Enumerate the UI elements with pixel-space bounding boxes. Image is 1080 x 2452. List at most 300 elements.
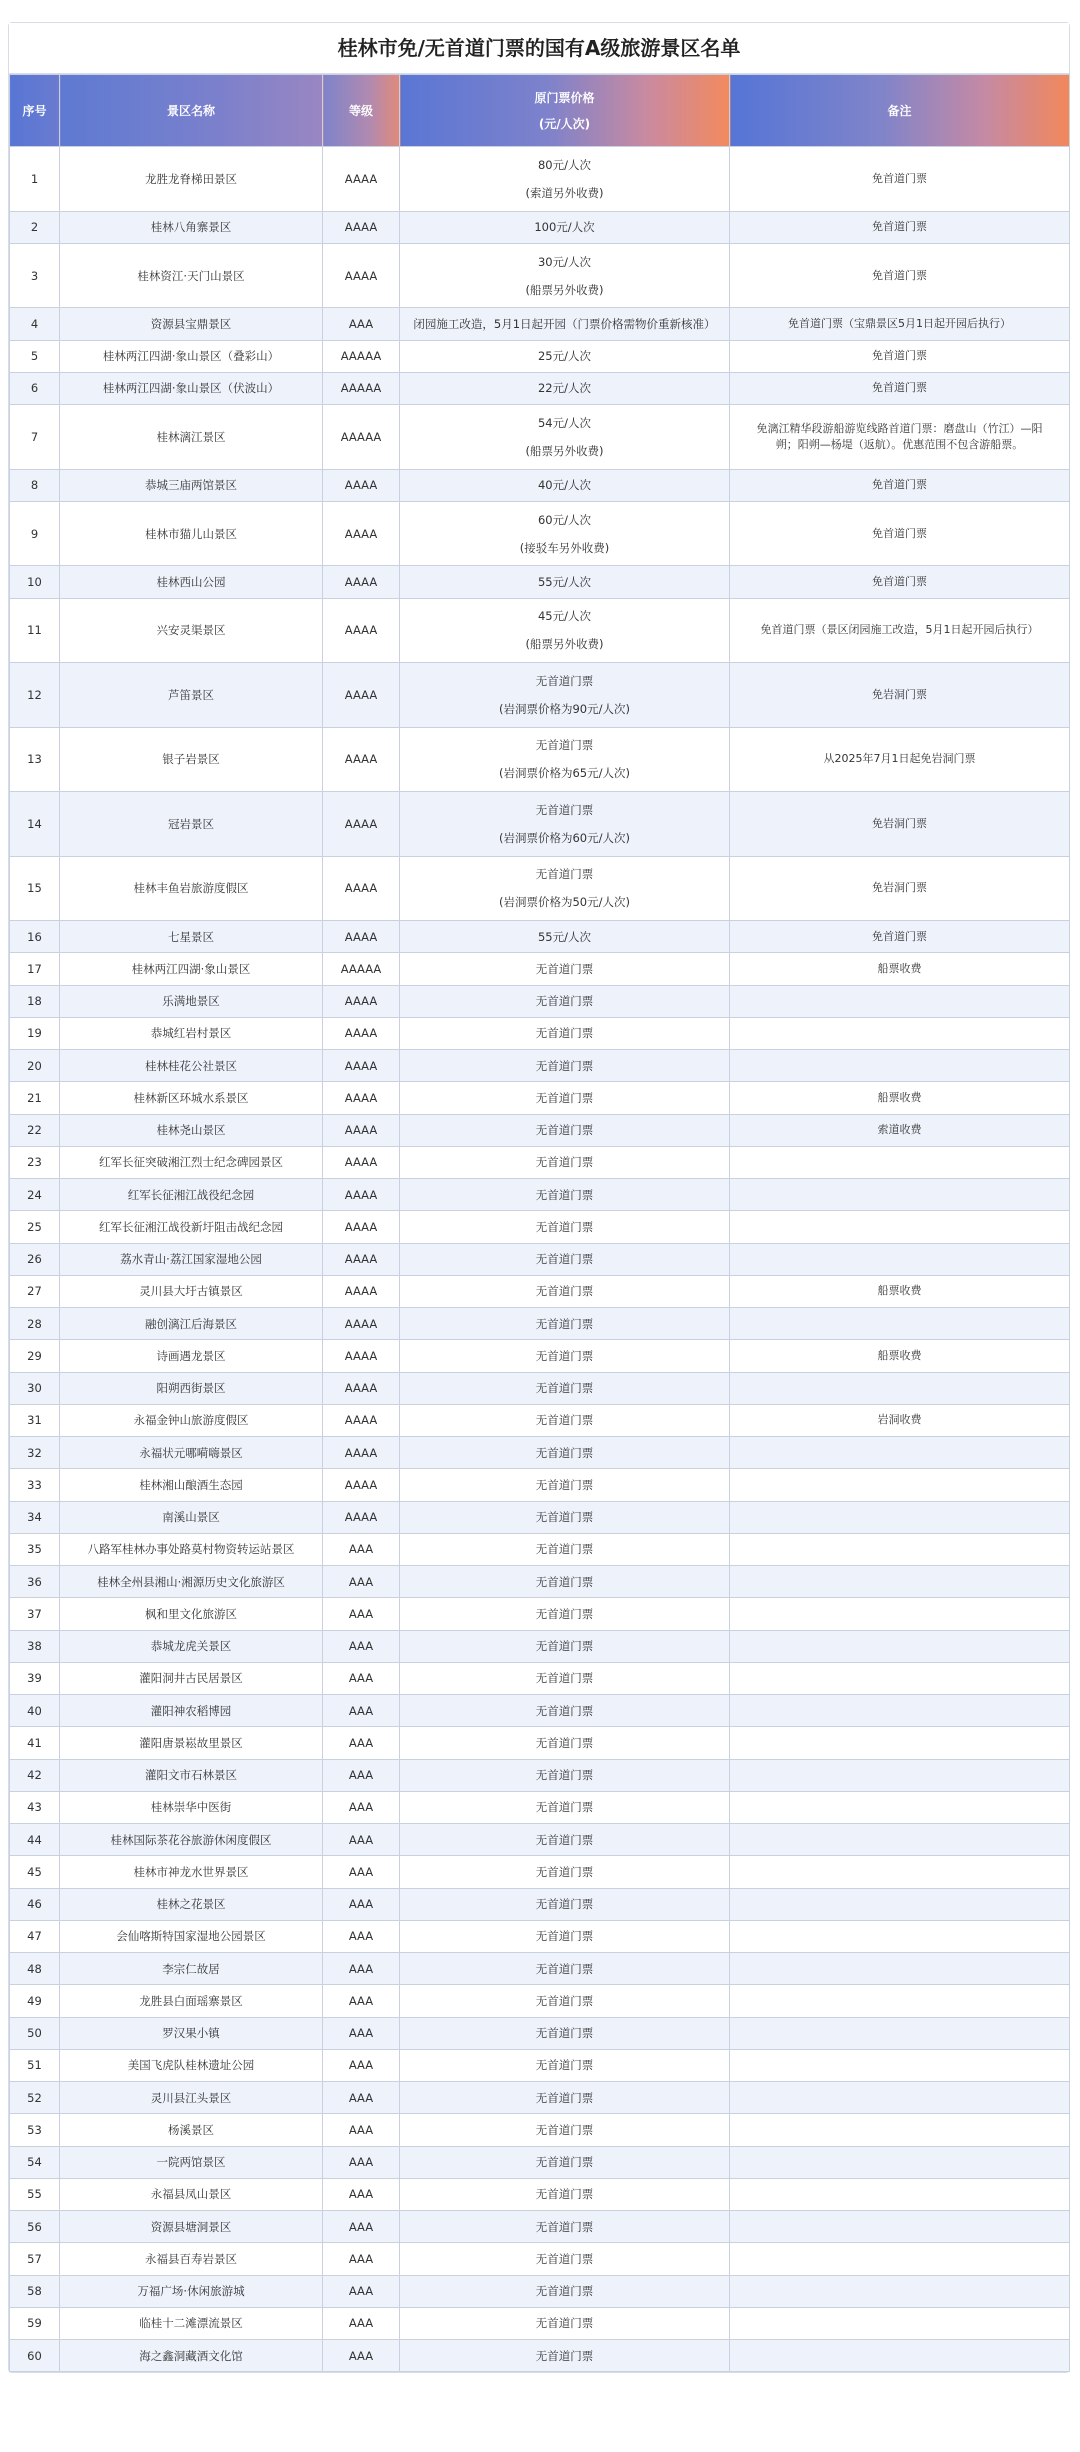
table-row bbox=[10, 1985, 1070, 2017]
column-header-price bbox=[400, 75, 730, 147]
price-line: 无首道门票 bbox=[535, 2316, 594, 2331]
scenic-spot-name: 南溪山景区 bbox=[60, 1501, 323, 1533]
remark bbox=[730, 372, 1070, 404]
remark bbox=[730, 1759, 1070, 1791]
price-line: 无首道门票 bbox=[535, 1155, 594, 1170]
row-number: 6 bbox=[10, 372, 60, 404]
table-row bbox=[10, 1791, 1070, 1823]
scenic-spot-name: 桂林两江四湖·象山景区 bbox=[60, 953, 323, 985]
price-note-line: (船票另外收费) bbox=[525, 637, 604, 652]
scenic-spot-name: 桂林两江四湖·象山景区（伏波山） bbox=[60, 372, 323, 404]
row-number: 31 bbox=[10, 1404, 60, 1436]
scenic-spot-grade: AAA bbox=[323, 1856, 400, 1888]
table-row bbox=[10, 953, 1070, 985]
table-row bbox=[10, 1243, 1070, 1275]
scenic-spot-grade: AAAAA bbox=[323, 372, 400, 404]
table-row bbox=[10, 243, 1070, 308]
scenic-spot-name: 美国飞虎队桂林遗址公园 bbox=[60, 2049, 323, 2081]
price-line: 80元/人次 bbox=[537, 157, 591, 172]
remark bbox=[730, 1211, 1070, 1243]
price-line: 无首道门票 bbox=[535, 961, 594, 976]
original-ticket-price bbox=[400, 1469, 730, 1501]
scenic-spot-name: 桂林湘山酿酒生态园 bbox=[60, 1469, 323, 1501]
price-note-line: (船票另外收费) bbox=[525, 443, 604, 458]
remark bbox=[730, 469, 1070, 501]
original-ticket-price bbox=[400, 501, 730, 566]
scenic-spot-name: 资源县塘洞景区 bbox=[60, 2211, 323, 2243]
price-line: 无首道门票 bbox=[535, 1381, 594, 1396]
row-number: 16 bbox=[10, 921, 60, 953]
table-row bbox=[10, 1566, 1070, 1598]
scenic-spot-grade: AAAA bbox=[323, 243, 400, 308]
row-number: 19 bbox=[10, 1017, 60, 1049]
scenic-spot-name: 灌阳唐景崧故里景区 bbox=[60, 1727, 323, 1759]
table-row bbox=[10, 1920, 1070, 1952]
price-line: 无首道门票 bbox=[535, 1864, 594, 1879]
remark bbox=[730, 1727, 1070, 1759]
scenic-spot-grade: AAAA bbox=[323, 727, 400, 792]
remark bbox=[730, 1856, 1070, 1888]
remark bbox=[730, 1985, 1070, 2017]
row-number: 36 bbox=[10, 1566, 60, 1598]
price-line: 无首道门票 bbox=[535, 1735, 594, 1750]
table-row bbox=[10, 1114, 1070, 1146]
table-row bbox=[10, 340, 1070, 372]
row-number: 4 bbox=[10, 308, 60, 340]
table-row bbox=[10, 1501, 1070, 1533]
price-line: 30元/人次 bbox=[537, 254, 591, 269]
original-ticket-price bbox=[400, 2049, 730, 2081]
scenic-spot-name: 诗画遇龙景区 bbox=[60, 1340, 323, 1372]
price-line: 无首道门票 bbox=[535, 1058, 594, 1073]
original-ticket-price bbox=[400, 243, 730, 308]
remark bbox=[730, 1243, 1070, 1275]
original-ticket-price bbox=[400, 598, 730, 663]
scenic-spot-name: 兴安灵渠景区 bbox=[60, 598, 323, 663]
remark bbox=[730, 1082, 1070, 1114]
scenic-spot-name: 冠岩景区 bbox=[60, 792, 323, 857]
remark bbox=[730, 792, 1070, 857]
scenic-spot-name: 永福县百寿岩景区 bbox=[60, 2243, 323, 2275]
table-row bbox=[10, 1953, 1070, 1985]
price-line: 无首道门票 bbox=[535, 1026, 594, 1041]
table-row bbox=[10, 1050, 1070, 1082]
scenic-spot-name: 桂林市神龙水世界景区 bbox=[60, 1856, 323, 1888]
table-row bbox=[10, 2114, 1070, 2146]
scenic-spot-grade: AAAA bbox=[323, 598, 400, 663]
table-row bbox=[10, 1856, 1070, 1888]
original-ticket-price bbox=[400, 2275, 730, 2307]
scenic-spot-grade: AAAA bbox=[323, 1404, 400, 1436]
scenic-spot-grade: AAA bbox=[323, 2146, 400, 2178]
remark bbox=[730, 2146, 1070, 2178]
row-number: 9 bbox=[10, 501, 60, 566]
remark bbox=[730, 1372, 1070, 1404]
remark-line: 船票收费 bbox=[877, 1090, 922, 1104]
remark bbox=[730, 147, 1070, 212]
column-header-note: 备注 bbox=[730, 75, 1070, 147]
original-ticket-price bbox=[400, 792, 730, 857]
scenic-spot-grade: AAA bbox=[323, 1695, 400, 1727]
scenic-spot-name: 桂林新区环城水系景区 bbox=[60, 1082, 323, 1114]
price-line: 无首道门票 bbox=[535, 1671, 594, 1686]
price-line: 100元/人次 bbox=[534, 220, 595, 235]
scenic-spot-grade: AAAA bbox=[323, 1243, 400, 1275]
row-number: 20 bbox=[10, 1050, 60, 1082]
row-number: 39 bbox=[10, 1662, 60, 1694]
remark-line: 船票收费 bbox=[877, 1284, 922, 1298]
original-ticket-price bbox=[400, 1630, 730, 1662]
remark bbox=[730, 1050, 1070, 1082]
table-row bbox=[10, 856, 1070, 921]
original-ticket-price bbox=[400, 1179, 730, 1211]
row-number: 13 bbox=[10, 727, 60, 792]
scenic-spot-grade: AAAA bbox=[323, 1308, 400, 1340]
table-row bbox=[10, 2275, 1070, 2307]
remark bbox=[730, 1920, 1070, 1952]
remark bbox=[730, 598, 1070, 663]
scenic-spot-name: 恭城三庙两馆景区 bbox=[60, 469, 323, 501]
price-line: 无首道门票 bbox=[535, 2155, 594, 2170]
price-line: 25元/人次 bbox=[537, 349, 591, 364]
row-number: 23 bbox=[10, 1146, 60, 1178]
table-row bbox=[10, 405, 1070, 470]
row-number: 53 bbox=[10, 2114, 60, 2146]
scenic-spot-name: 恭城红岩村景区 bbox=[60, 1017, 323, 1049]
price-line: 闭园施工改造，5月1日起开园（门票价格需物价重新核准） bbox=[413, 316, 716, 331]
scenic-spot-name: 桂林桂花公社景区 bbox=[60, 1050, 323, 1082]
remark bbox=[730, 1953, 1070, 1985]
remark-line: 免岩洞门票 bbox=[872, 687, 927, 701]
scenic-spot-grade: AAAA bbox=[323, 1050, 400, 1082]
header-row bbox=[10, 75, 1070, 147]
remark-line: 免首道门票 bbox=[872, 929, 927, 943]
scenic-spot-grade: AAAA bbox=[323, 1179, 400, 1211]
scenic-spot-name: 桂林尧山景区 bbox=[60, 1114, 323, 1146]
price-line: 无首道门票 bbox=[535, 2122, 594, 2137]
row-number: 43 bbox=[10, 1791, 60, 1823]
scenic-spot-grade: AAA bbox=[323, 1953, 400, 1985]
scenic-spot-name: 红军长征突破湘江烈士纪念碑园景区 bbox=[60, 1146, 323, 1178]
row-number: 50 bbox=[10, 2017, 60, 2049]
price-line: 无首道门票 bbox=[535, 1768, 594, 1783]
table-row bbox=[10, 1598, 1070, 1630]
original-ticket-price bbox=[400, 921, 730, 953]
column-header-price-line: 原门票价格 bbox=[534, 90, 595, 105]
row-number: 52 bbox=[10, 2082, 60, 2114]
original-ticket-price bbox=[400, 1695, 730, 1727]
original-ticket-price bbox=[400, 405, 730, 470]
row-number: 17 bbox=[10, 953, 60, 985]
scenic-spot-name: 芦笛景区 bbox=[60, 663, 323, 728]
row-number: 47 bbox=[10, 1920, 60, 1952]
price-line: 无首道门票 bbox=[535, 2219, 594, 2234]
scenic-spot-name: 灵川县江头景区 bbox=[60, 2082, 323, 2114]
price-line: 无首道门票 bbox=[535, 1445, 594, 1460]
row-number: 14 bbox=[10, 792, 60, 857]
row-number: 32 bbox=[10, 1437, 60, 1469]
remark-line: 免首道门票（宝鼎景区5月1日起开园后执行） bbox=[788, 316, 1011, 330]
table-row bbox=[10, 1146, 1070, 1178]
row-number: 18 bbox=[10, 985, 60, 1017]
table-row bbox=[10, 2178, 1070, 2210]
remark bbox=[730, 1017, 1070, 1049]
price-line: 无首道门票 bbox=[535, 1606, 594, 1621]
remark bbox=[730, 1662, 1070, 1694]
table-row bbox=[10, 2017, 1070, 2049]
remark bbox=[730, 1824, 1070, 1856]
original-ticket-price bbox=[400, 1501, 730, 1533]
scenic-spot-name: 八路军桂林办事处路莫村物资转运站景区 bbox=[60, 1533, 323, 1565]
remark bbox=[730, 1179, 1070, 1211]
scenic-spot-grade: AAA bbox=[323, 1598, 400, 1630]
table-row bbox=[10, 727, 1070, 792]
remark-line: 从2025年7月1日起免岩洞门票 bbox=[823, 752, 976, 766]
table-row bbox=[10, 1211, 1070, 1243]
remark bbox=[730, 663, 1070, 728]
price-line: 无首道门票 bbox=[535, 2058, 594, 2073]
original-ticket-price bbox=[400, 985, 730, 1017]
row-number: 35 bbox=[10, 1533, 60, 1565]
scenic-spot-grade: AAA bbox=[323, 2340, 400, 2372]
table-row bbox=[10, 2211, 1070, 2243]
table-row bbox=[10, 1340, 1070, 1372]
original-ticket-price bbox=[400, 2146, 730, 2178]
original-ticket-price bbox=[400, 340, 730, 372]
remark bbox=[730, 1598, 1070, 1630]
price-line: 无首道门票 bbox=[535, 1413, 594, 1428]
row-number: 44 bbox=[10, 1824, 60, 1856]
remark bbox=[730, 2275, 1070, 2307]
row-number: 22 bbox=[10, 1114, 60, 1146]
price-line: 60元/人次 bbox=[537, 512, 591, 527]
scenic-spot-grade: AAAA bbox=[323, 856, 400, 921]
scenic-spot-grade: AAA bbox=[323, 2114, 400, 2146]
price-line: 无首道门票 bbox=[535, 1219, 594, 1234]
price-line: 40元/人次 bbox=[537, 478, 591, 493]
scenic-spot-grade: AAA bbox=[323, 1759, 400, 1791]
scenic-spot-name: 恭城龙虎关景区 bbox=[60, 1630, 323, 1662]
remark bbox=[730, 2211, 1070, 2243]
row-number: 60 bbox=[10, 2340, 60, 2372]
original-ticket-price bbox=[400, 2017, 730, 2049]
price-line: 无首道门票 bbox=[535, 1284, 594, 1299]
remark bbox=[730, 727, 1070, 792]
row-number: 54 bbox=[10, 2146, 60, 2178]
remark bbox=[730, 405, 1070, 470]
remark bbox=[730, 566, 1070, 598]
remark bbox=[730, 921, 1070, 953]
remark-line: 免首道门票 bbox=[872, 381, 927, 395]
original-ticket-price bbox=[400, 2178, 730, 2210]
scenic-spot-name: 桂林崇华中医街 bbox=[60, 1791, 323, 1823]
original-ticket-price bbox=[400, 856, 730, 921]
original-ticket-price bbox=[400, 1533, 730, 1565]
table-row bbox=[10, 1888, 1070, 1920]
scenic-spot-name: 灌阳洞井古民居景区 bbox=[60, 1662, 323, 1694]
scenic-spot-name: 红军长征湘江战役新圩阻击战纪念园 bbox=[60, 1211, 323, 1243]
row-number: 37 bbox=[10, 1598, 60, 1630]
row-number: 42 bbox=[10, 1759, 60, 1791]
scenic-spot-grade: AAAA bbox=[323, 1114, 400, 1146]
scenic-spot-name: 灵川县大圩古镇景区 bbox=[60, 1275, 323, 1307]
remark bbox=[730, 1275, 1070, 1307]
original-ticket-price bbox=[400, 1791, 730, 1823]
scenic-spot-name: 灌阳文市石林景区 bbox=[60, 1759, 323, 1791]
price-line: 无首道门票 bbox=[535, 2090, 594, 2105]
price-line: 无首道门票 bbox=[535, 1703, 594, 1718]
scenic-spot-name: 万福广场·休闲旅游城 bbox=[60, 2275, 323, 2307]
remark bbox=[730, 1308, 1070, 1340]
original-ticket-price bbox=[400, 1824, 730, 1856]
remark bbox=[730, 1114, 1070, 1146]
remark-line: 免首道门票（景区闭园施工改造，5月1日起开园后执行） bbox=[760, 623, 1039, 637]
original-ticket-price bbox=[400, 1275, 730, 1307]
table-row bbox=[10, 1533, 1070, 1565]
table-row bbox=[10, 663, 1070, 728]
row-number: 55 bbox=[10, 2178, 60, 2210]
scenic-spot-grade: AAA bbox=[323, 2017, 400, 2049]
row-number: 40 bbox=[10, 1695, 60, 1727]
row-number: 51 bbox=[10, 2049, 60, 2081]
original-ticket-price bbox=[400, 1017, 730, 1049]
scenic-spot-grade: AAAA bbox=[323, 1437, 400, 1469]
price-line: 无首道门票 bbox=[535, 1639, 594, 1654]
price-note-line: (船票另外收费) bbox=[525, 282, 604, 297]
table-row bbox=[10, 469, 1070, 501]
price-line: 22元/人次 bbox=[537, 381, 591, 396]
remark bbox=[730, 1437, 1070, 1469]
original-ticket-price bbox=[400, 372, 730, 404]
scenic-spot-grade: AAA bbox=[323, 1630, 400, 1662]
price-line: 无首道门票 bbox=[535, 1090, 594, 1105]
table-row bbox=[10, 1275, 1070, 1307]
remark bbox=[730, 1404, 1070, 1436]
price-line: 无首道门票 bbox=[535, 2187, 594, 2202]
scenic-spot-grade: AAAA bbox=[323, 1017, 400, 1049]
scenic-spot-name: 李宗仁故居 bbox=[60, 1953, 323, 1985]
scenic-spot-grade: AAAA bbox=[323, 501, 400, 566]
original-ticket-price bbox=[400, 1598, 730, 1630]
row-number: 45 bbox=[10, 1856, 60, 1888]
price-line: 55元/人次 bbox=[537, 574, 591, 589]
column-header-grade: 等级 bbox=[323, 75, 400, 147]
remark bbox=[730, 1533, 1070, 1565]
scenic-spot-grade: AAA bbox=[323, 1566, 400, 1598]
scenic-spot-name: 七星景区 bbox=[60, 921, 323, 953]
original-ticket-price bbox=[400, 2340, 730, 2372]
scenic-spot-grade: AAA bbox=[323, 2211, 400, 2243]
original-ticket-price bbox=[400, 1211, 730, 1243]
row-number: 56 bbox=[10, 2211, 60, 2243]
scenic-spot-grade: AAA bbox=[323, 1985, 400, 2017]
row-number: 1 bbox=[10, 147, 60, 212]
row-number: 28 bbox=[10, 1308, 60, 1340]
price-line: 无首道门票 bbox=[535, 2251, 594, 2266]
table-row bbox=[10, 1662, 1070, 1694]
scenic-spot-grade: AAA bbox=[323, 2275, 400, 2307]
original-ticket-price bbox=[400, 1856, 730, 1888]
scenic-spot-name: 桂林漓江景区 bbox=[60, 405, 323, 470]
original-ticket-price bbox=[400, 1114, 730, 1146]
table-row bbox=[10, 1469, 1070, 1501]
scenic-spot-grade: AAA bbox=[323, 1920, 400, 1952]
scenic-spot-name: 枫和里文化旅游区 bbox=[60, 1598, 323, 1630]
scenic-spot-name: 桂林之花景区 bbox=[60, 1888, 323, 1920]
price-line: 无首道门票 bbox=[535, 1897, 594, 1912]
price-line: 无首道门票 bbox=[535, 2284, 594, 2299]
scenic-spot-grade: AAA bbox=[323, 2178, 400, 2210]
row-number: 46 bbox=[10, 1888, 60, 1920]
table-row bbox=[10, 985, 1070, 1017]
row-number: 29 bbox=[10, 1340, 60, 1372]
scenic-spot-name: 荔水青山·荔江国家湿地公园 bbox=[60, 1243, 323, 1275]
table-row bbox=[10, 2243, 1070, 2275]
remark-line: 免首道门票 bbox=[872, 171, 927, 185]
original-ticket-price bbox=[400, 1050, 730, 1082]
original-ticket-price bbox=[400, 211, 730, 243]
scenic-spot-name: 龙胜龙脊梯田景区 bbox=[60, 147, 323, 212]
original-ticket-price bbox=[400, 1340, 730, 1372]
row-number: 59 bbox=[10, 2307, 60, 2339]
remark bbox=[730, 243, 1070, 308]
scenic-spot-name: 海之鑫洞藏酒文化馆 bbox=[60, 2340, 323, 2372]
scenic-spot-grade: AAA bbox=[323, 2307, 400, 2339]
original-ticket-price bbox=[400, 308, 730, 340]
table-row bbox=[10, 2082, 1070, 2114]
price-line: 无首道门票 bbox=[535, 2348, 594, 2363]
scenic-spot-grade: AAA bbox=[323, 1824, 400, 1856]
original-ticket-price bbox=[400, 1888, 730, 1920]
scenic-spot-grade: AAAA bbox=[323, 1501, 400, 1533]
scenic-spot-grade: AAA bbox=[323, 1791, 400, 1823]
remark bbox=[730, 1888, 1070, 1920]
table-row bbox=[10, 308, 1070, 340]
scenic-spot-grade: AAA bbox=[323, 308, 400, 340]
row-number: 26 bbox=[10, 1243, 60, 1275]
scenic-spot-name: 会仙喀斯特国家湿地公园景区 bbox=[60, 1920, 323, 1952]
scenic-spot-name: 银子岩景区 bbox=[60, 727, 323, 792]
table-row bbox=[10, 2049, 1070, 2081]
scenic-spot-grade: AAAA bbox=[323, 1372, 400, 1404]
scenic-spot-name: 桂林两江四湖·象山景区（叠彩山） bbox=[60, 340, 323, 372]
row-number: 2 bbox=[10, 211, 60, 243]
scenic-spot-table bbox=[9, 74, 1070, 2372]
table-row bbox=[10, 1308, 1070, 1340]
original-ticket-price bbox=[400, 1372, 730, 1404]
price-line: 54元/人次 bbox=[537, 415, 591, 430]
remark-line: 岩洞收费 bbox=[877, 1413, 922, 1427]
table-row bbox=[10, 501, 1070, 566]
original-ticket-price bbox=[400, 1953, 730, 1985]
scenic-spot-grade: AAAA bbox=[323, 1082, 400, 1114]
remark bbox=[730, 1469, 1070, 1501]
price-line: 无首道门票 bbox=[535, 1348, 594, 1363]
original-ticket-price bbox=[400, 1566, 730, 1598]
scenic-spot-name: 灌阳神农稻博园 bbox=[60, 1695, 323, 1727]
row-number: 34 bbox=[10, 1501, 60, 1533]
row-number: 15 bbox=[10, 856, 60, 921]
table-body bbox=[10, 147, 1070, 2372]
price-line: 无首道门票 bbox=[535, 738, 594, 753]
remark-line: 免岩洞门票 bbox=[872, 816, 927, 830]
price-note-line: (岩洞票价格为65元/人次) bbox=[499, 766, 630, 781]
scenic-spot-grade: AAAA bbox=[323, 921, 400, 953]
scenic-spot-grade: AAA bbox=[323, 2243, 400, 2275]
original-ticket-price bbox=[400, 1243, 730, 1275]
row-number: 38 bbox=[10, 1630, 60, 1662]
remark-line: 免首道门票 bbox=[872, 268, 927, 282]
